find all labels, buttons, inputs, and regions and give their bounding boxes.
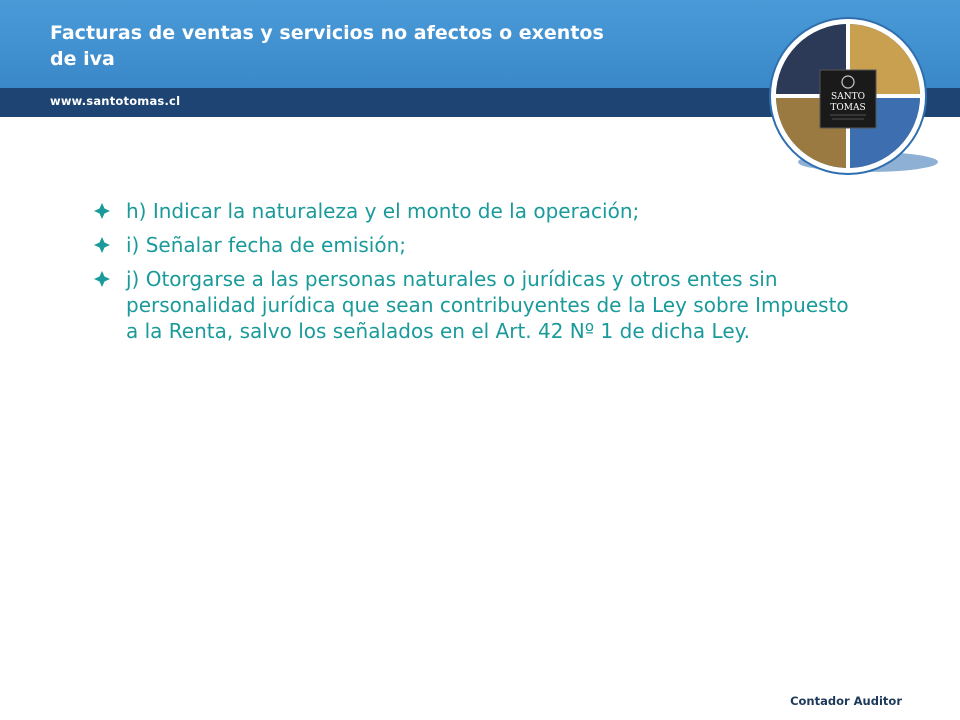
slide-title: Facturas de ventas y servicios no afectos o exentos de iva bbox=[50, 22, 604, 70]
svg-text:TOMAS: TOMAS bbox=[830, 103, 866, 113]
bullet-list bbox=[92, 198, 862, 352]
bullet-text: j) Otorgarse a las personas naturales o jurídicas y otros entes sin personalidad jurídica que sean contribuyentes de la Ley sobre Impuesto a la Renta, salvo los señalados en el Art. 42 Nº 1 de dicha Ley. bbox=[126, 267, 849, 343]
bullet-text: h) Indicar la naturaleza y el monto de la operación; bbox=[126, 199, 640, 223]
santo-tomas-emblem bbox=[762, 16, 948, 180]
diamond-bullet-icon bbox=[94, 203, 110, 219]
list-item bbox=[92, 232, 862, 258]
list-item bbox=[92, 198, 862, 224]
list-item bbox=[92, 266, 862, 344]
website-link[interactable]: www.santotomas.cl bbox=[50, 94, 181, 108]
bullet-text: i) Señalar fecha de emisión; bbox=[126, 233, 406, 257]
svg-text:SANTO: SANTO bbox=[831, 92, 865, 102]
footer-label: Contador Auditor bbox=[790, 694, 902, 708]
diamond-bullet-icon bbox=[94, 271, 110, 287]
diamond-bullet-icon bbox=[94, 237, 110, 253]
